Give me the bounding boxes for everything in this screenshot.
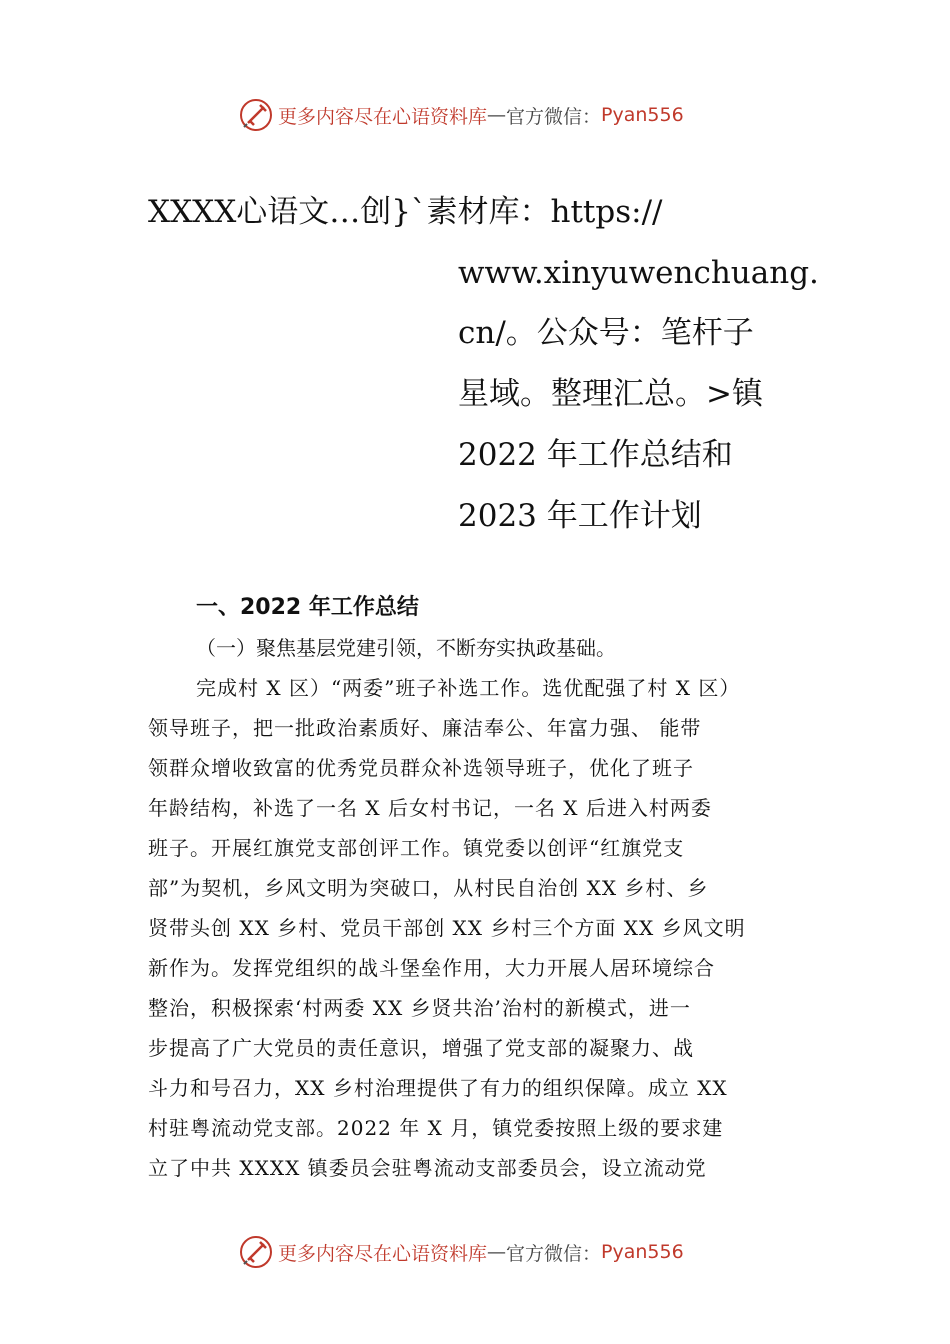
body-line: 班子。开展红旗党支部创评工作。镇党委以创评“红旗党支 (148, 836, 685, 860)
title-line-5: 2022 年工作总结和 (458, 437, 733, 473)
quill-logo-icon (238, 1234, 274, 1270)
body-line: 完成村 X 区）“两委”班子补选工作。选优配强了村 X 区） (196, 676, 741, 700)
banner-wechat-id: Pyan556 (601, 104, 684, 126)
banner-wechat-id: Pyan556 (601, 1241, 684, 1263)
title-line-3: cn/。公众号：笔杆子 (458, 315, 754, 351)
header-watermark-banner (238, 95, 684, 135)
body-line: 斗力和号召力，XX 乡村治理提供了有力的组织保障。成立 XX (148, 1076, 728, 1100)
title-line-6: 2023 年工作计划 (458, 498, 702, 534)
title-line-1: XXXX心语文…创}`素材库：https:// (148, 194, 663, 230)
body-line: 村驻粤流动党支部。2022 年 X 月，镇党委按照上级的要求建 (148, 1116, 724, 1140)
banner-dash: — (487, 1241, 507, 1263)
body-line: 领导班子，把一批政治素质好、廉洁奉公、年富力强、 能带 (148, 716, 702, 740)
banner-wechat-label: 官方微信： (506, 1242, 602, 1265)
title-line-2: www.xinyuwenchuang. (458, 255, 819, 291)
body-line: 整治，积极探索‘村两委 XX 乡贤共治’治村的新模式，进一 (148, 996, 691, 1020)
banner-brand-text: 更多内容尽在心语资料库 (278, 105, 488, 128)
body-line: 领群众增收致富的优秀党员群众补选领导班子，优化了班子 (148, 756, 694, 780)
banner-brand-text: 更多内容尽在心语资料库 (278, 1242, 488, 1265)
quill-logo-icon (238, 97, 274, 133)
body-line: 步提高了广大党员的责任意识，增强了党支部的凝聚力、战 (148, 1036, 694, 1060)
section-heading: 一、2022 年工作总结 (196, 595, 419, 620)
title-line-4: 星域。整理汇总。>镇 (458, 376, 763, 412)
banner-dash: — (487, 104, 507, 126)
body-line: 贤带头创 XX 乡村、党员干部创 XX 乡村三个方面 XX 乡风文明 (148, 916, 746, 940)
footer-watermark-banner (238, 1232, 684, 1272)
body-line: 年龄结构，补选了一名 X 后女村书记，一名 X 后进入村两委 (148, 796, 712, 820)
section-subheading: （一）聚焦基层党建引领，不断夯实执政基础。 (196, 636, 616, 660)
body-line: 立了中共 XXXX 镇委员会驻粤流动支部委员会，设立流动党 (148, 1156, 707, 1180)
banner-wechat-label: 官方微信： (506, 105, 602, 128)
body-line: 部”为契机，乡风文明为突破口，从村民自治创 XX 乡村、乡 (148, 876, 709, 900)
body-line: 新作为。发挥党组织的战斗堡垒作用，大力开展人居环境综合 (148, 956, 715, 980)
